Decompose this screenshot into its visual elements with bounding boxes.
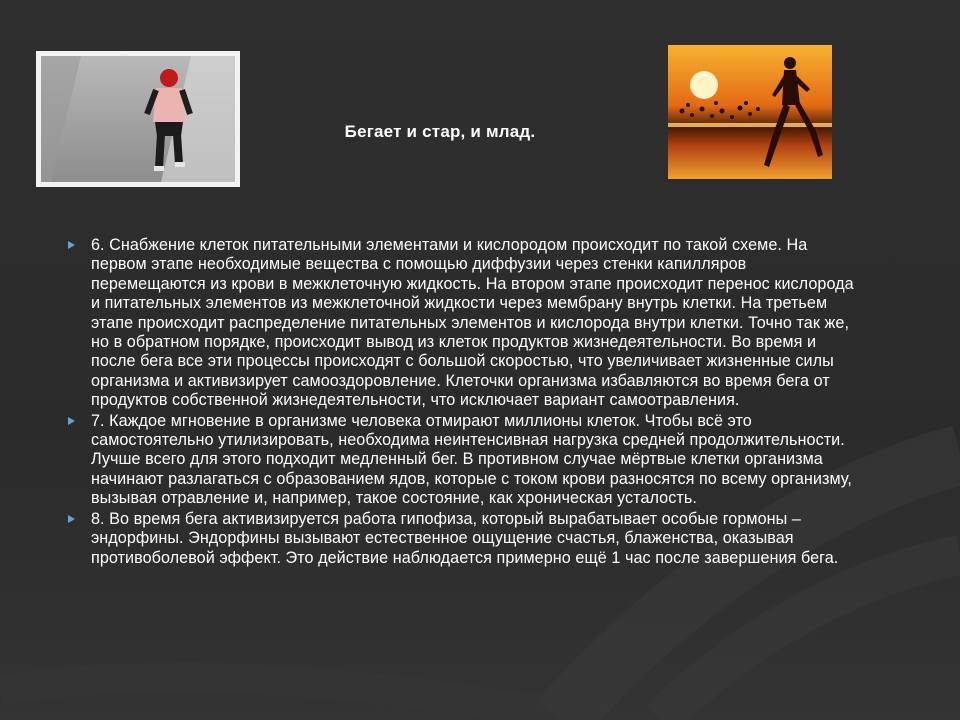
list-item xyxy=(68,412,864,509)
bullet-triangle-icon xyxy=(68,417,75,425)
photo-sunset-runner xyxy=(668,45,832,179)
list-item-text: 6. Снабжение клеток питательными элементами и кислородом происходит по такой схеме. На первом этапе необходимые вещества с помощью диффузии через стенки капилляров перемещаются из крови в межклеточную жидкость. На втором этапе происходит перенос кислорода и питательных элементов из межклеточной жидкости через мембрану внутрь клетки. На третьем этапе происходит распределение питательных элементов и кислорода внутри клетки. Точно так же, но в обратном порядке, происходит вывод из клеток продуктов жизнедеятельности. Во время и после бега все эти процессы происходят с большой скоростью, что увеличивает жизненные силы организма и активизирует самооздоровление. Клеточки организма избавляются во время бега от продуктов собственной жизнедеятельности, что исключает вариант самоотравления. xyxy=(91,236,854,410)
list-item-text: 8. Во время бега активизируется работа гипофиза, который вырабатывает особые гормоны – эндорфины. Эндорфины вызывают естественное ощущение счастья, блаженства, оказывая противоболевой эффект. Это действие наблюдается примерно ещё 1 час после завершения бега. xyxy=(91,509,839,567)
list-item xyxy=(68,510,864,568)
list-item xyxy=(68,236,864,411)
bullet-list xyxy=(68,236,864,569)
list-item-text: 7. Каждое мгновение в организме человека отмирают миллионы клеток. Чтобы всё это самостоятельно утилизировать, необходима неинтенсивная нагрузка средней продолжительности. Лучше всего для этого подходит медленный бег. В противном случае мёртвые клетки организма начинают разлагаться с образованием ядов, которые с током крови разносятся по всему организму, вызывая отравление и, например, такое состояние, как хроническая усталость. xyxy=(91,411,852,508)
slide-title: Бегает и стар, и млад. xyxy=(344,122,536,141)
bullet-triangle-icon xyxy=(68,515,75,523)
photo-elderly-runner xyxy=(36,51,240,187)
bullet-triangle-icon xyxy=(68,241,75,249)
